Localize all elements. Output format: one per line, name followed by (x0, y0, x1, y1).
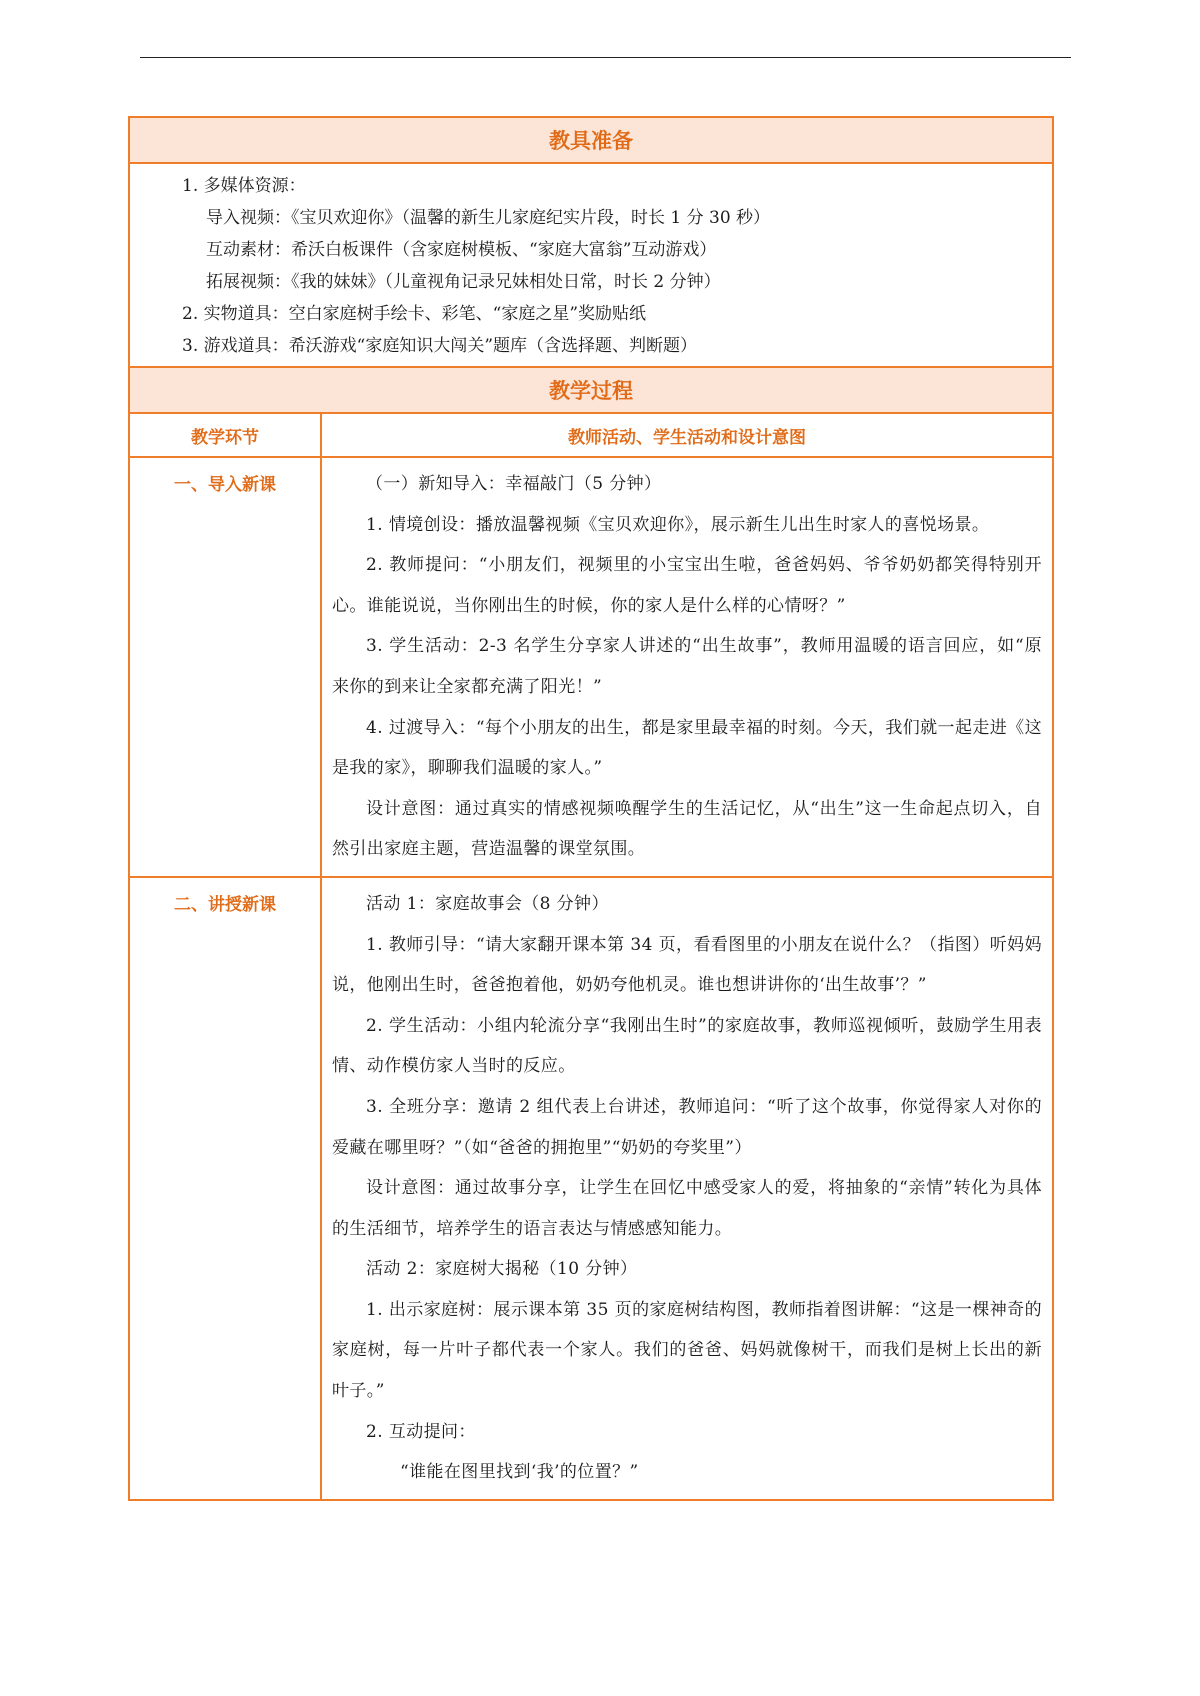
paragraph: 1. 教师引导：“请大家翻开课本第 34 页，看看图里的小朋友在说什么？（指图）听妈妈说，他刚出生时，爸爸抱着他，奶奶夸他机灵。谁也想讲讲你的‘出生故事’？” (332, 934, 1042, 996)
process-header: 教学过程 (129, 367, 1053, 413)
paragraph: 3. 学生活动：2-3 名学生分享家人讲述的“出生故事”，教师用温暖的语言回应，如“原来你的到来让全家都充满了阳光！” (332, 636, 1042, 697)
paragraph: 2. 教师提问：“小朋友们，视频里的小宝宝出生啦，爸爸妈妈、爷爷奶奶都笑得特别开心。谁能说说，当你刚出生的时候，你的家人是什么样的心情呀？” (332, 555, 1042, 616)
paragraph: 1. 情境创设：播放温馨视频《宝贝欢迎你》，展示新生儿出生时家人的喜悦场景。 (366, 514, 990, 535)
paragraph: （一）新知导入：幸福敲门（5 分钟） (366, 474, 662, 494)
equipment-header: 教具准备 (129, 117, 1053, 163)
section-content (321, 877, 1053, 1500)
column-header-stage: 教学环节 (129, 413, 321, 457)
paragraph: 2. 互动提问： (366, 1421, 476, 1442)
equipment-line: 拓展视频：《我的妹妹》（儿童视角记录兄妹相处日常，时长 2 分钟） (206, 272, 721, 292)
paragraph: 活动 2：家庭树大揭秘（10 分钟） (366, 1259, 638, 1280)
section-row-intro (129, 457, 1053, 877)
header-rule (140, 57, 1071, 58)
paragraph: “谁能在图里找到‘我’的位置？” (400, 1462, 639, 1483)
paragraph: 2. 学生活动：小组内轮流分享“我刚出生时”的家庭故事，教师巡视倾听，鼓励学生用表情、动作模仿家人当时的反应。 (332, 1015, 1042, 1077)
lesson-plan-table (128, 116, 1054, 1501)
paragraph: 3. 全班分享：邀请 2 组代表上台讲述，教师追问：“听了这个故事，你觉得家人对你的爱藏在哪里呀？”（如“爸爸的拥抱里”“奶奶的夸奖里”） (332, 1096, 1042, 1158)
paragraph: 活动 1：家庭故事会（8 分钟） (366, 893, 609, 914)
section-content (321, 457, 1053, 877)
equipment-line: 1. 多媒体资源： (182, 176, 306, 196)
section-row-lecture (129, 877, 1053, 1500)
column-header-activities: 教师活动、学生活动和设计意图 (321, 413, 1053, 457)
equipment-line: 2. 实物道具：空白家庭树手绘卡、彩笔、“家庭之星”奖励贴纸 (182, 304, 647, 324)
paragraph: 1. 出示家庭树：展示课本第 35 页的家庭树结构图，教师指着图讲解：“这是一棵神奇的家庭树，每一片叶子都代表一个家人。我们的爸爸、妈妈就像树干，而我们是树上长出的新叶子。” (332, 1299, 1042, 1402)
section-label: 二、讲授新课 (129, 877, 321, 1500)
equipment-line: 导入视频：《宝贝欢迎你》（温馨的新生儿家庭纪实片段，时长 1 分 30 秒） (206, 208, 771, 228)
paragraph: 设计意图：通过故事分享，让学生在回忆中感受家人的爱，将抽象的“亲情”转化为具体的生活细节，培养学生的语言表达与情感感知能力。 (332, 1178, 1042, 1239)
equipment-line: 互动素材：希沃白板课件（含家庭树模板、“家庭大富翁”互动游戏） (206, 240, 717, 260)
paragraph: 4. 过渡导入：“每个小朋友的出生，都是家里最幸福的时刻。今天，我们就一起走进《这是我的家》，聊聊我们温暖的家人。” (332, 717, 1042, 779)
equipment-list (129, 163, 1053, 367)
equipment-line: 3. 游戏道具：希沃游戏“家庭知识大闯关”题库（含选择题、判断题） (182, 336, 698, 356)
paragraph: 设计意图：通过真实的情感视频唤醒学生的生活记忆，从“出生”这一生命起点切入，自然引出家庭主题，营造温馨的课堂氛围。 (332, 798, 1042, 860)
section-label: 一、导入新课 (129, 457, 321, 877)
